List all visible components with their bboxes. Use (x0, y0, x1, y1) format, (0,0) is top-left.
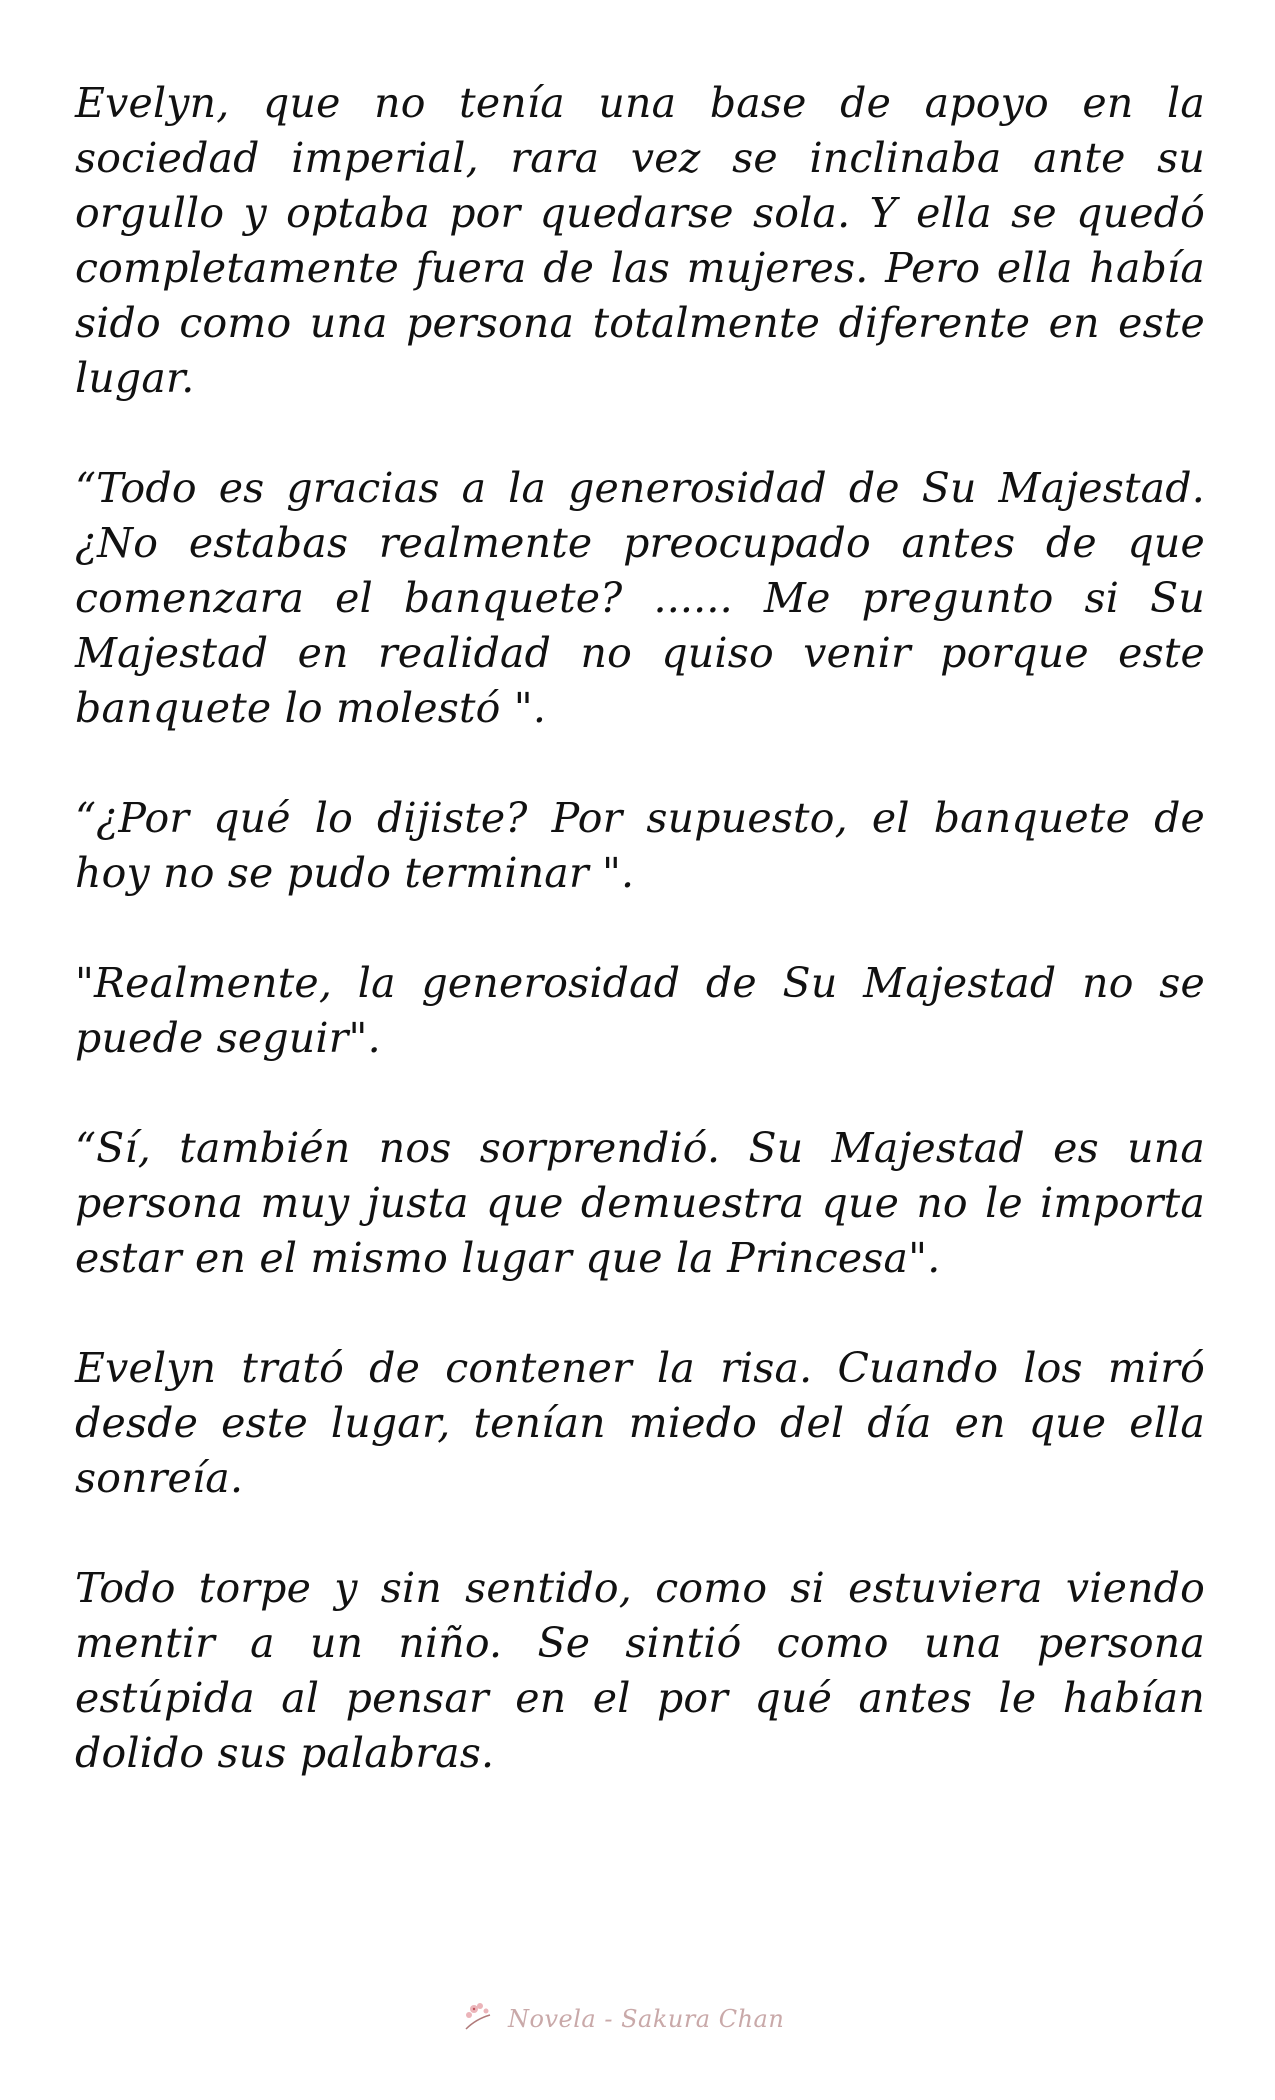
paragraph-2: “Todo es gracias a la generosidad de Su Majestad. ¿No estabas realmente preocupado antes de que comenzara el banquete? ...... Me pregunto si Su Majestad en realidad no quiso venir porque este banquete lo molestó ". (75, 464, 1205, 732)
paragraph-6: Evelyn trató de contener la risa. Cuando los miró desde este lugar, tenían miedo del día en que ella sonreía. (75, 1344, 1205, 1502)
paragraph-5: “Sí, también nos sorprendió. Su Majestad es una persona muy justa que demuestra que no le importa estar en el mismo lugar que la Princesa". (75, 1124, 1205, 1282)
watermark-text: Novela - Sakura Chan (508, 2005, 785, 2033)
paragraph-7: Todo torpe y sin sentido, como si estuviera viendo mentir a un niño. Se sintió como una persona estúpida al pensar en el por qué antes le habían dolido sus palabras. (75, 1564, 1205, 1777)
sakura-flower-icon (460, 1997, 500, 2042)
paragraph-1: Evelyn, que no tenía una base de apoyo en la sociedad imperial, rara vez se inclinaba ante su orgullo y optaba por quedarse sola. Y ella se quedó completamente fuera de las mujeres. Pero ella había sido como una persona totalmente diferente en este lugar. (75, 79, 1205, 402)
watermark (460, 1994, 840, 2044)
document-body (75, 76, 1205, 1836)
paragraph-3: “¿Por qué lo dijiste? Por supuesto, el banquete de hoy no se pudo terminar ". (75, 794, 1205, 897)
paragraph-4: "Realmente, la generosidad de Su Majestad no se puede seguir". (75, 959, 1205, 1062)
